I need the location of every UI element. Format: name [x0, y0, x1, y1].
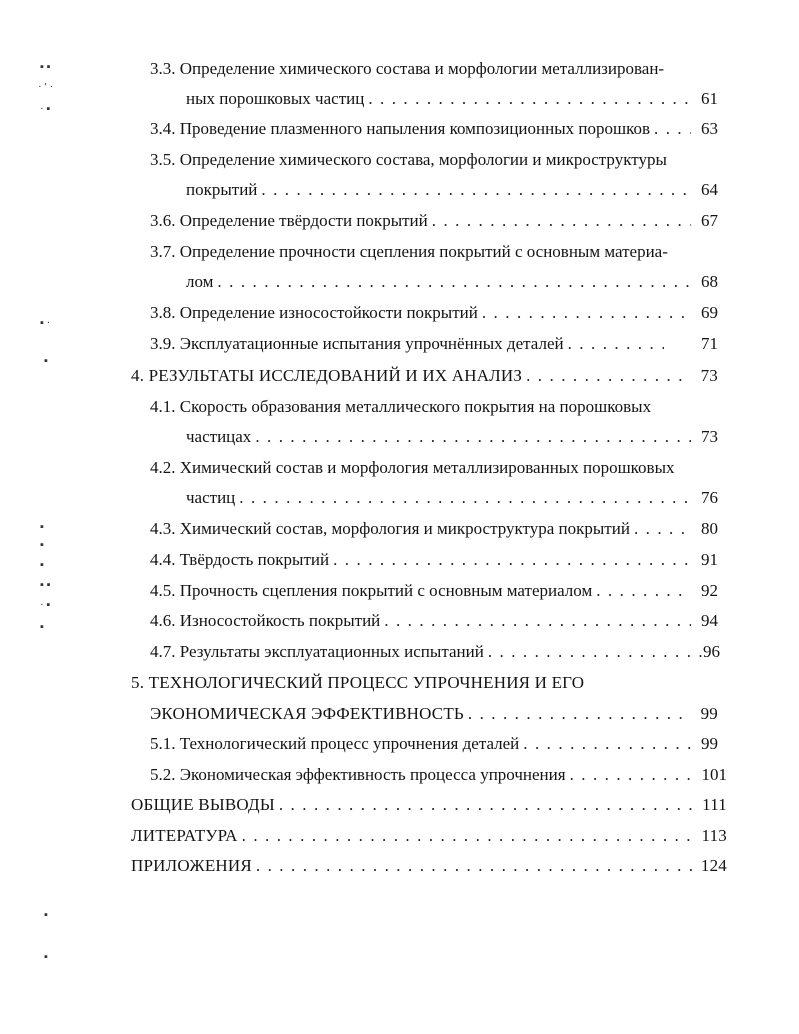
toc-text: ОБЩИЕ ВЫВОДЫ: [131, 795, 275, 814]
toc-page-number: 69: [701, 303, 718, 322]
toc-text: Химический состав и морфология металлизированных порошковых: [179, 458, 675, 477]
toc-page-number: 124: [700, 856, 727, 875]
toc-entry-4-5: [150, 579, 718, 603]
toc-entry-3-4: [150, 117, 718, 141]
toc-text: РЕЗУЛЬТАТЫ ИССЛЕДОВАНИЙ И ИХ АНАЛИЗ: [148, 366, 523, 385]
dot-leader: [482, 301, 691, 325]
toc-page-number: 91: [701, 550, 718, 569]
toc-chapter-5-cont: [150, 702, 718, 726]
toc-chapter-4: [131, 364, 718, 388]
toc-entry-4-1-cont: [186, 425, 718, 449]
dot-leader: [654, 117, 691, 141]
toc-page-number: 80: [701, 519, 718, 538]
dot-leader: [384, 609, 691, 633]
scan-speck: ▪ ▪: [40, 579, 51, 591]
dot-leader: [279, 793, 699, 817]
scan-speck: ▪: [40, 559, 44, 571]
toc-page-number: 76: [701, 488, 718, 507]
toc-entry-5-2: [150, 763, 727, 787]
toc-text: Экономическая эффективность процесса упрочнения: [179, 765, 566, 784]
scan-speck: · ▪: [40, 599, 51, 611]
toc-entry-4-2-cont: [186, 486, 718, 510]
toc-text: ных порошковых частиц: [186, 89, 365, 108]
toc-text: Прочность сцепления покрытий с основным материалом: [179, 581, 593, 600]
toc-number: 5.: [131, 673, 145, 692]
toc-text: ТЕХНОЛОГИЧЕСКИЙ ПРОЦЕСС УПРОЧНЕНИЯ И ЕГО: [148, 673, 585, 692]
toc-number: 3.5.: [150, 150, 176, 169]
toc-page-number: 111: [702, 795, 727, 814]
scan-speck: ▪: [44, 909, 48, 921]
toc-text: лом: [186, 272, 214, 291]
scan-speck: ▪: [40, 539, 44, 551]
dot-leader: [468, 702, 691, 726]
toc-number: 4.7.: [150, 642, 176, 661]
scan-speck: ▪ ▪: [40, 61, 51, 73]
toc-number: 3.4.: [150, 119, 176, 138]
dot-leader: [333, 548, 691, 572]
dot-leader: [255, 425, 691, 449]
toc-text: покрытий: [186, 180, 258, 199]
toc-entry-3-7: [150, 240, 710, 264]
toc-number: 3.7.: [150, 242, 176, 261]
toc-number: 4.1.: [150, 397, 176, 416]
toc-text: Проведение плазменного напыления композиционных порошков: [179, 119, 651, 138]
dot-leader: [568, 332, 664, 356]
dot-leader: [596, 579, 691, 603]
toc-text: Результаты эксплуатационных испытаний: [179, 642, 484, 661]
toc-page-number: 73: [701, 427, 718, 446]
dot-leader: [217, 270, 691, 294]
dot-leader: [242, 824, 699, 848]
toc-literature: [131, 824, 727, 848]
toc-text: Определение химического состава и морфологии металлизирован-: [179, 59, 665, 78]
scan-speck: · ′ ·: [38, 81, 54, 93]
toc-entry-4-1: [150, 395, 710, 419]
toc-chapter-5: [131, 671, 711, 695]
scan-speck: ▪ ·: [40, 317, 51, 329]
toc-text: Определение химического состава, морфологии и микроструктуры: [179, 150, 667, 169]
dot-leader: [526, 364, 691, 388]
toc-entry-3-7-cont: [186, 270, 718, 294]
dot-leader: [570, 763, 699, 787]
dot-leader: [368, 87, 691, 111]
toc-number: 5.2.: [150, 765, 176, 784]
scan-speck: ▪: [44, 355, 48, 367]
toc-page-number: 99: [701, 734, 718, 753]
toc-entry-3-8: [150, 301, 718, 325]
scan-speck: · ▪: [40, 103, 51, 115]
toc-text: ПРИЛОЖЕНИЯ: [131, 856, 252, 875]
toc-text: ЛИТЕРАТУРА: [131, 826, 238, 845]
toc-appendices: [131, 854, 727, 878]
toc-page-number: 94: [701, 611, 718, 630]
dot-leader: [634, 517, 691, 541]
toc-text: ЭКОНОМИЧЕСКАЯ ЭФФЕКТИВНОСТЬ: [150, 704, 464, 723]
toc-text: Химический состав, морфология и микроструктура покрытий: [179, 519, 630, 538]
scan-speck: ▪: [44, 951, 48, 963]
toc-page-number: 67: [701, 211, 718, 230]
toc-entry-4-6: [150, 609, 718, 633]
toc-text: частицах: [186, 427, 252, 446]
toc-page-number: 92: [701, 581, 718, 600]
toc-text: Определение прочности сцепления покрытий с основным материа-: [179, 242, 668, 261]
scan-speck: ▪: [40, 521, 44, 533]
toc-entry-3-9: [150, 332, 718, 356]
toc-number: 3.9.: [150, 334, 176, 353]
toc-page-number: 96: [703, 642, 720, 661]
toc-number: 4.4.: [150, 550, 176, 569]
toc-page-number: 61: [701, 89, 718, 108]
toc-text: Определение износостойкости покрытий: [179, 303, 478, 322]
toc-entry-3-3-cont: [186, 87, 718, 111]
toc-entry-3-6: [150, 209, 718, 233]
toc-number: 4.5.: [150, 581, 176, 600]
toc-entry-4-4: [150, 548, 718, 572]
toc-page-number: 71: [701, 334, 718, 353]
toc-page-number: 101: [701, 765, 727, 784]
toc-entry-3-3: [150, 57, 710, 81]
toc-page-number: 64: [701, 180, 718, 199]
toc-number: 5.1.: [150, 734, 176, 753]
dot-leader: [432, 209, 691, 233]
scan-speck: ▪: [40, 621, 44, 633]
dot-leader: [488, 640, 702, 664]
toc-entry-5-1: [150, 732, 718, 756]
toc-number: 3.6.: [150, 211, 176, 230]
toc-text: Твёрдость покрытий: [179, 550, 330, 569]
toc-page-number: 63: [701, 119, 718, 138]
toc-number: 3.8.: [150, 303, 176, 322]
dot-leader: [523, 732, 691, 756]
toc-number: 4.3.: [150, 519, 176, 538]
toc-entry-3-5-cont: [186, 178, 718, 202]
toc-page-number: 68: [701, 272, 718, 291]
toc-number: 4.6.: [150, 611, 176, 630]
toc-entry-3-5: [150, 148, 710, 172]
toc-text: частиц: [186, 488, 236, 507]
toc-entry-4-3: [150, 517, 718, 541]
toc-number: 4.: [131, 366, 145, 385]
toc-number: 4.2.: [150, 458, 176, 477]
toc-page-number: 113: [701, 826, 727, 845]
toc-text: Определение твёрдости покрытий: [179, 211, 428, 230]
dot-leader: [261, 178, 691, 202]
dot-leader: [239, 486, 691, 510]
toc-page-number: 73: [700, 366, 718, 385]
toc-entry-4-7: [150, 640, 720, 664]
toc-text: Износостойкость покрытий: [179, 611, 381, 630]
toc-entry-4-2: [150, 456, 710, 480]
toc-conclusions: [131, 793, 727, 817]
toc-page-number: 99: [700, 704, 718, 723]
toc-text: Скорость образования металлического покрытия на порошковых: [179, 397, 652, 416]
dot-leader: [256, 854, 698, 878]
toc-number: 3.3.: [150, 59, 176, 78]
toc-text: Технологический процесс упрочнения деталей: [179, 734, 520, 753]
toc-text: Эксплуатационные испытания упрочнённых деталей: [179, 334, 564, 353]
